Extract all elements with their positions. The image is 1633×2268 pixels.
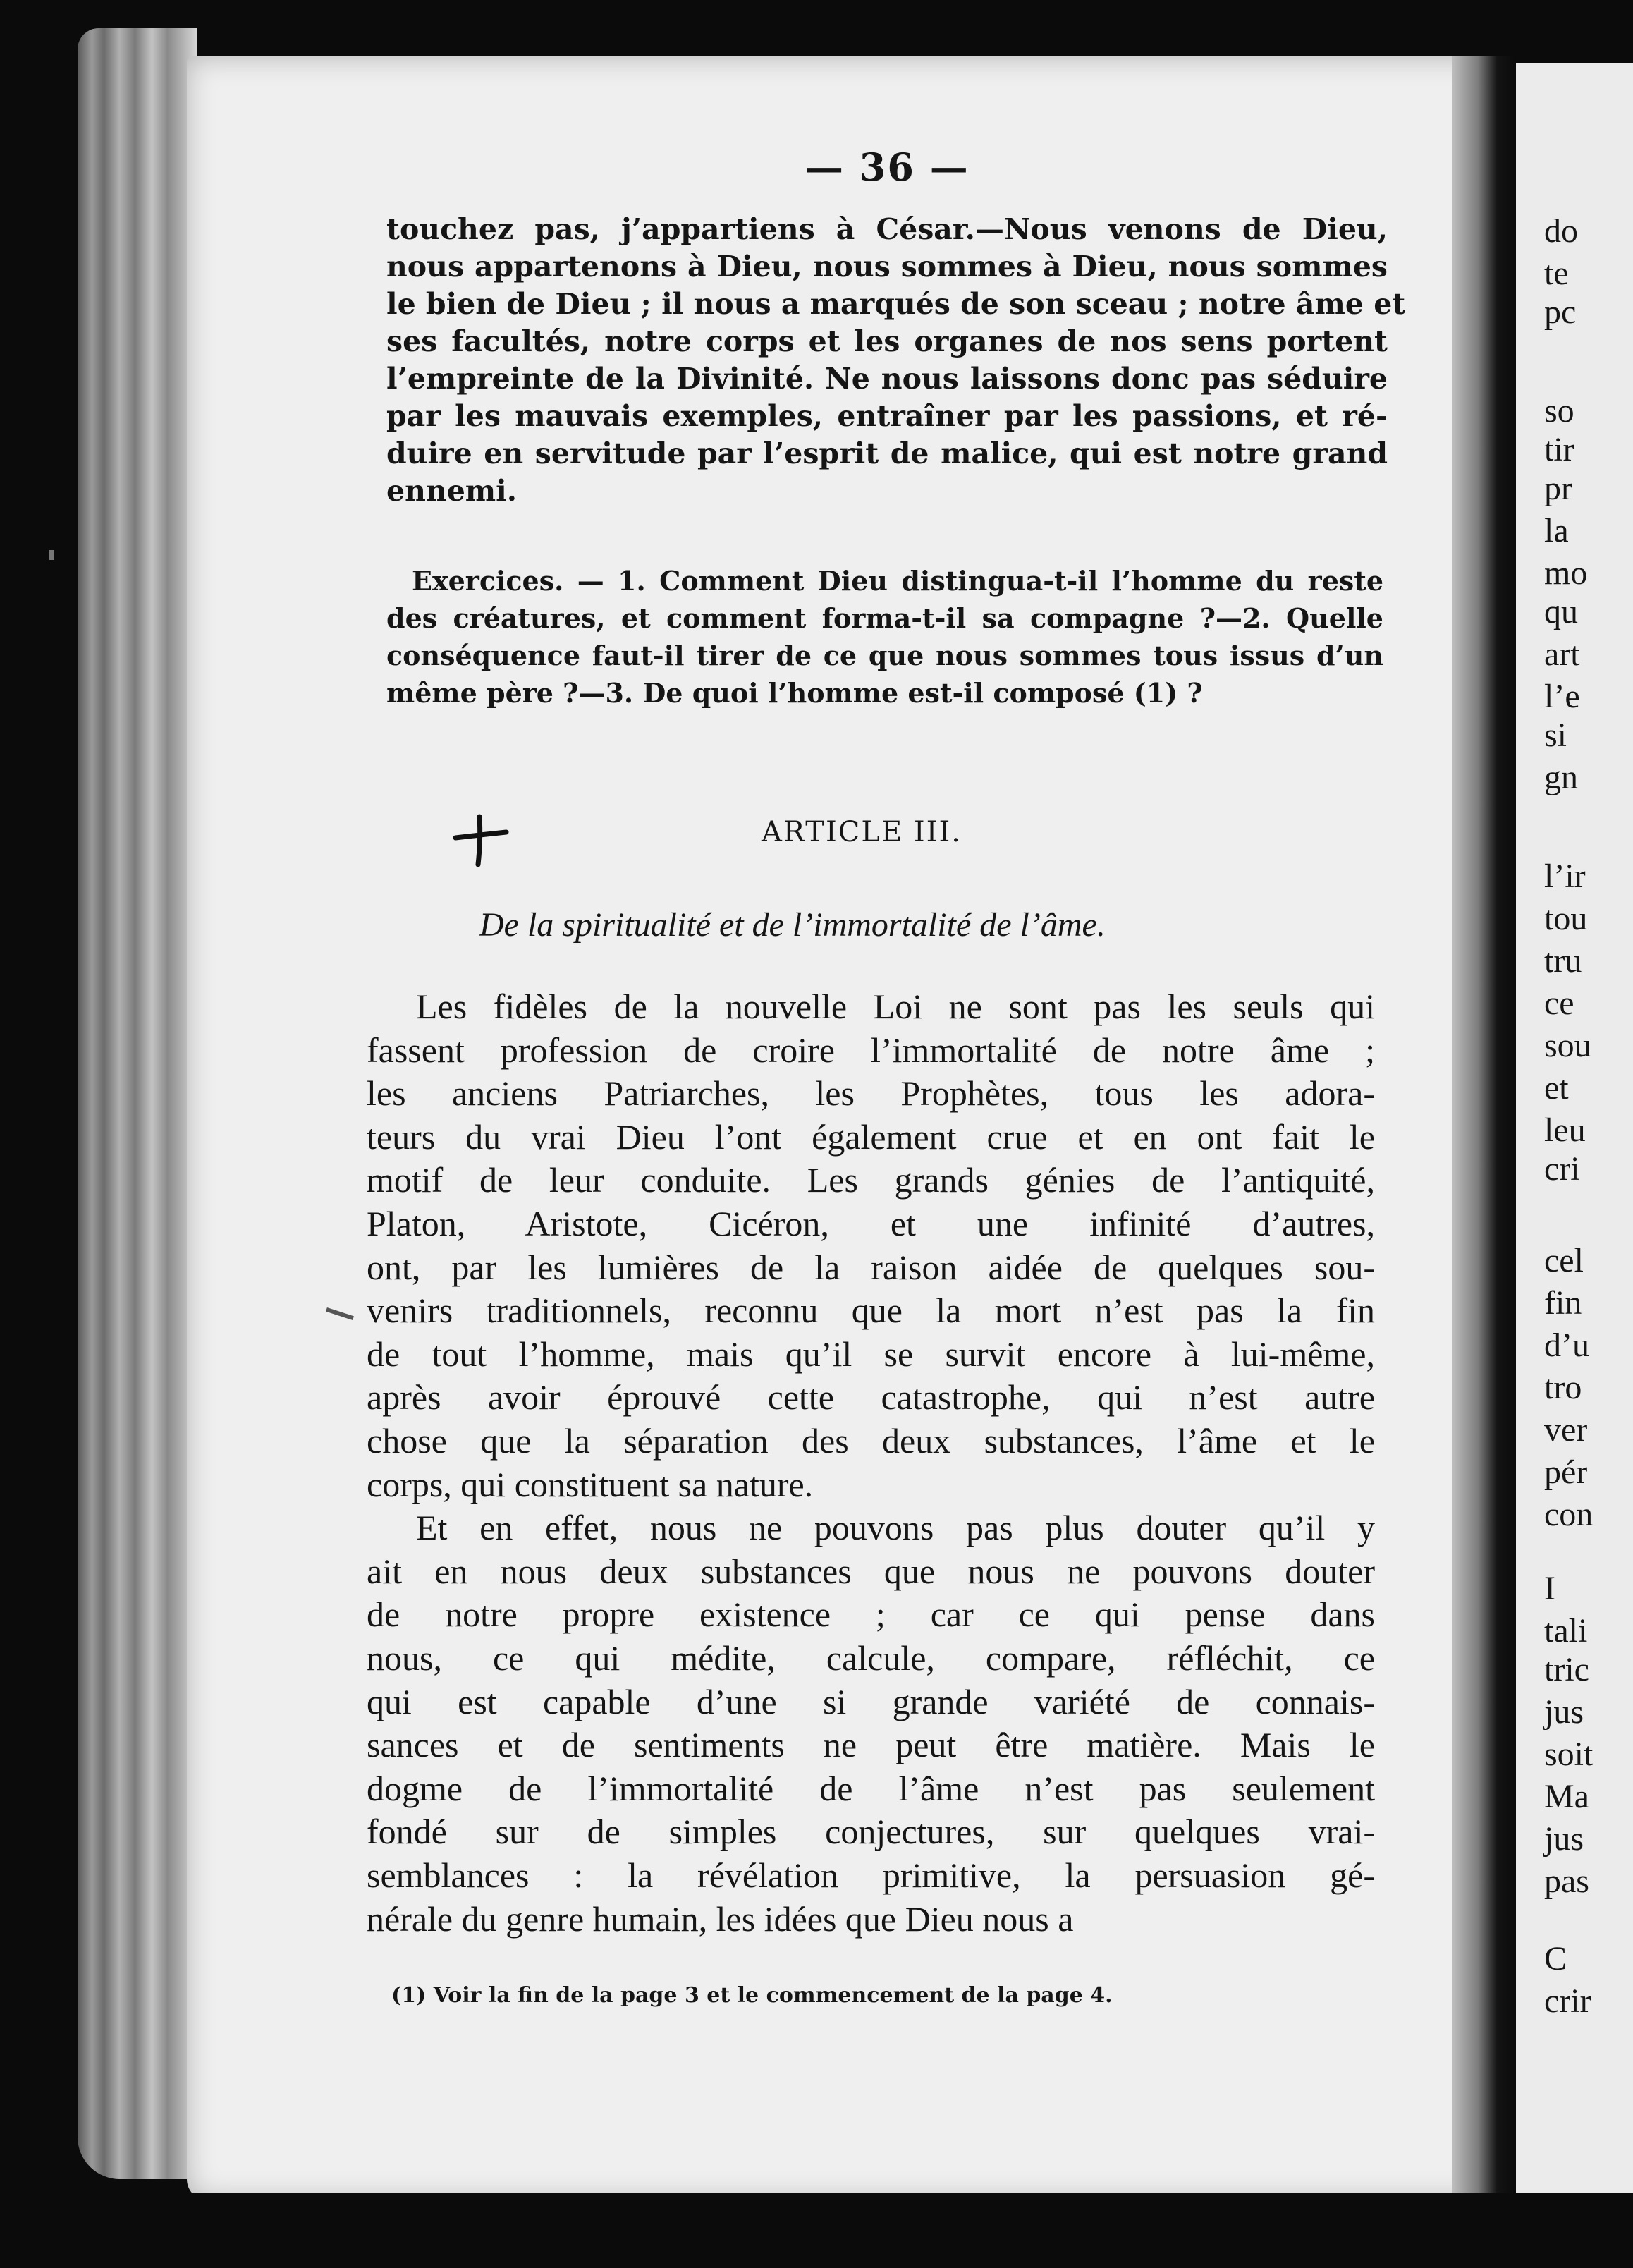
adjacent-page-text: ce bbox=[1544, 984, 1574, 1022]
body-line: dogme de l’immortalité de l’âme n’est pas seulement bbox=[367, 1768, 1375, 1808]
adjacent-page-text: sou bbox=[1544, 1027, 1591, 1064]
footnote: (1) Voir la fin de la page 3 et le commencement de la page 4. bbox=[391, 1983, 1113, 2008]
adjacent-page-text: ver bbox=[1544, 1411, 1588, 1449]
adjacent-page-fragment bbox=[1516, 63, 1633, 2214]
adjacent-page-text: fin bbox=[1544, 1284, 1582, 1322]
adjacent-page-text: cri bbox=[1544, 1150, 1580, 1188]
adjacent-page-text: et bbox=[1544, 1069, 1569, 1106]
body-line: ait en nous deux substances que nous ne pouvons douter bbox=[367, 1551, 1375, 1591]
adjacent-page-text: art bbox=[1544, 635, 1580, 673]
adjacent-page-text: tru bbox=[1544, 942, 1582, 980]
adjacent-page-text: pc bbox=[1544, 293, 1577, 331]
intro-line: duire en servitude par l’esprit de malice, qui est notre grand bbox=[386, 437, 1388, 470]
body-line: qui est capable d’une si grande variété de connais- bbox=[367, 1681, 1375, 1721]
adjacent-page-text: tou bbox=[1544, 900, 1588, 937]
body-line: motif de leur conduite. Les grands génies de l’antiquité, bbox=[367, 1160, 1375, 1200]
scan-background bbox=[0, 2193, 1633, 2268]
page-number: — 36 — bbox=[805, 145, 970, 190]
adjacent-page-text: C bbox=[1544, 1940, 1567, 1977]
body-line: teurs du vrai Dieu l’ont également crue et en ont fait le bbox=[367, 1116, 1375, 1157]
adjacent-page-text: I bbox=[1544, 1570, 1555, 1607]
adjacent-page-text: con bbox=[1544, 1496, 1594, 1533]
intro-line: nous appartenons à Dieu, nous sommes à Dieu, nous sommes bbox=[386, 250, 1388, 284]
body-line: semblances : la révélation primitive, la persuasion gé- bbox=[367, 1855, 1375, 1895]
body-line: venirs traditionnels, reconnu que la mort n’est pas la fin bbox=[367, 1291, 1375, 1331]
intro-line: le bien de Dieu ; il nous a marqués de son sceau ; notre âme et bbox=[386, 287, 1406, 321]
article-heading: ARTICLE III. bbox=[762, 816, 962, 848]
body-line: de tout l’homme, mais qu’il se survit encore à lui-même, bbox=[367, 1334, 1375, 1374]
adjacent-page-text: pér bbox=[1544, 1453, 1588, 1491]
adjacent-page-text: gn bbox=[1544, 759, 1578, 796]
adjacent-page-text: crir bbox=[1544, 1982, 1591, 2020]
adjacent-page-text: pas bbox=[1544, 1862, 1589, 1900]
body-line: Platon, Aristote, Cicéron, et une infinité d’autres, bbox=[367, 1204, 1375, 1243]
adjacent-page-text: mo bbox=[1544, 554, 1588, 592]
adjacent-page-text: cel bbox=[1544, 1242, 1584, 1279]
scan-speck bbox=[49, 550, 54, 560]
adjacent-page-text: leu bbox=[1544, 1111, 1586, 1149]
intro-line: par les mauvais exemples, entraîner par les passions, et ré- bbox=[386, 399, 1388, 433]
body-line: corps, qui constituent sa nature. bbox=[367, 1464, 814, 1504]
adjacent-page-text: qu bbox=[1544, 593, 1578, 630]
intro-line: l’empreinte de la Divinité. Ne nous laissons donc pas séduire bbox=[386, 362, 1388, 396]
book-spine-edge bbox=[78, 28, 197, 2179]
adjacent-page-text: si bbox=[1544, 717, 1567, 754]
adjacent-page-text: Ma bbox=[1544, 1778, 1589, 1815]
body-line: chose que la séparation des deux substances, l’âme et le bbox=[367, 1421, 1375, 1461]
body-line: Et en effet, nous ne pouvons pas plus douter qu’il y bbox=[416, 1508, 1375, 1548]
exercises-line: des créatures, et comment forma-t-il sa compagne ?—2. Quelle bbox=[386, 602, 1383, 634]
adjacent-page-text: la bbox=[1544, 512, 1569, 549]
adjacent-page-text: soit bbox=[1544, 1736, 1594, 1773]
adjacent-page-text: jus bbox=[1544, 1820, 1584, 1858]
adjacent-page-text: jus bbox=[1544, 1693, 1584, 1731]
body-line: ont, par les lumières de la raison aidée de quelques sou- bbox=[367, 1247, 1375, 1287]
book-gutter bbox=[1452, 56, 1516, 2214]
adjacent-page-text: so bbox=[1544, 392, 1574, 429]
adjacent-page-text: te bbox=[1544, 255, 1569, 292]
adjacent-page-text: d’u bbox=[1544, 1327, 1589, 1364]
adjacent-page-text: tali bbox=[1544, 1612, 1588, 1650]
exercises-line: même père ?—3. De quoi l’homme est-il composé (1) ? bbox=[386, 677, 1203, 709]
intro-line: ses facultés, notre corps et les organes de nos sens portent bbox=[386, 324, 1388, 358]
intro-line: touchez pas, j’appartiens à César.—Nous venons de Dieu, bbox=[386, 212, 1388, 246]
body-line: de notre propre existence ; car ce qui pense dans bbox=[367, 1595, 1375, 1635]
adjacent-page-text: l’e bbox=[1544, 678, 1580, 715]
adjacent-page-text: tric bbox=[1544, 1651, 1589, 1688]
cross-mark-icon bbox=[451, 811, 509, 867]
intro-line: ennemi. bbox=[386, 474, 518, 508]
adjacent-page-text: tro bbox=[1544, 1369, 1582, 1406]
body-line: sances et de sentiments ne peut être matière. Mais le bbox=[367, 1725, 1375, 1765]
adjacent-page-text: tir bbox=[1544, 431, 1574, 468]
body-line: nérale du genre humain, les idées que Dieu nous a bbox=[367, 1898, 1074, 1939]
body-line: fondé sur de simples conjectures, sur quelques vrai- bbox=[367, 1812, 1375, 1852]
body-line: les anciens Patriarches, les Prophètes, tous les adora- bbox=[367, 1073, 1375, 1114]
adjacent-page-text: pr bbox=[1544, 470, 1572, 507]
body-line: après avoir éprouvé cette catastrophe, qui n’est autre bbox=[367, 1377, 1375, 1418]
exercises-line: Exercices. — 1. Comment Dieu distingua-t-il l’homme du reste bbox=[412, 565, 1383, 597]
article-subtitle: De la spiritualité et de l’immortalité de l’âme. bbox=[479, 906, 1106, 944]
body-line: fassent profession de croire l’immortalité de notre âme ; bbox=[367, 1030, 1375, 1070]
adjacent-page-text: do bbox=[1544, 212, 1578, 250]
body-line: nous, ce qui médite, calcule, compare, réfléchit, ce bbox=[367, 1638, 1375, 1678]
exercises-line: conséquence faut-il tirer de ce que nous sommes tous issus d’un bbox=[386, 640, 1383, 671]
adjacent-page-text: l’ir bbox=[1544, 858, 1586, 895]
body-line: Les fidèles de la nouvelle Loi ne sont pas les seuls qui bbox=[416, 987, 1375, 1026]
